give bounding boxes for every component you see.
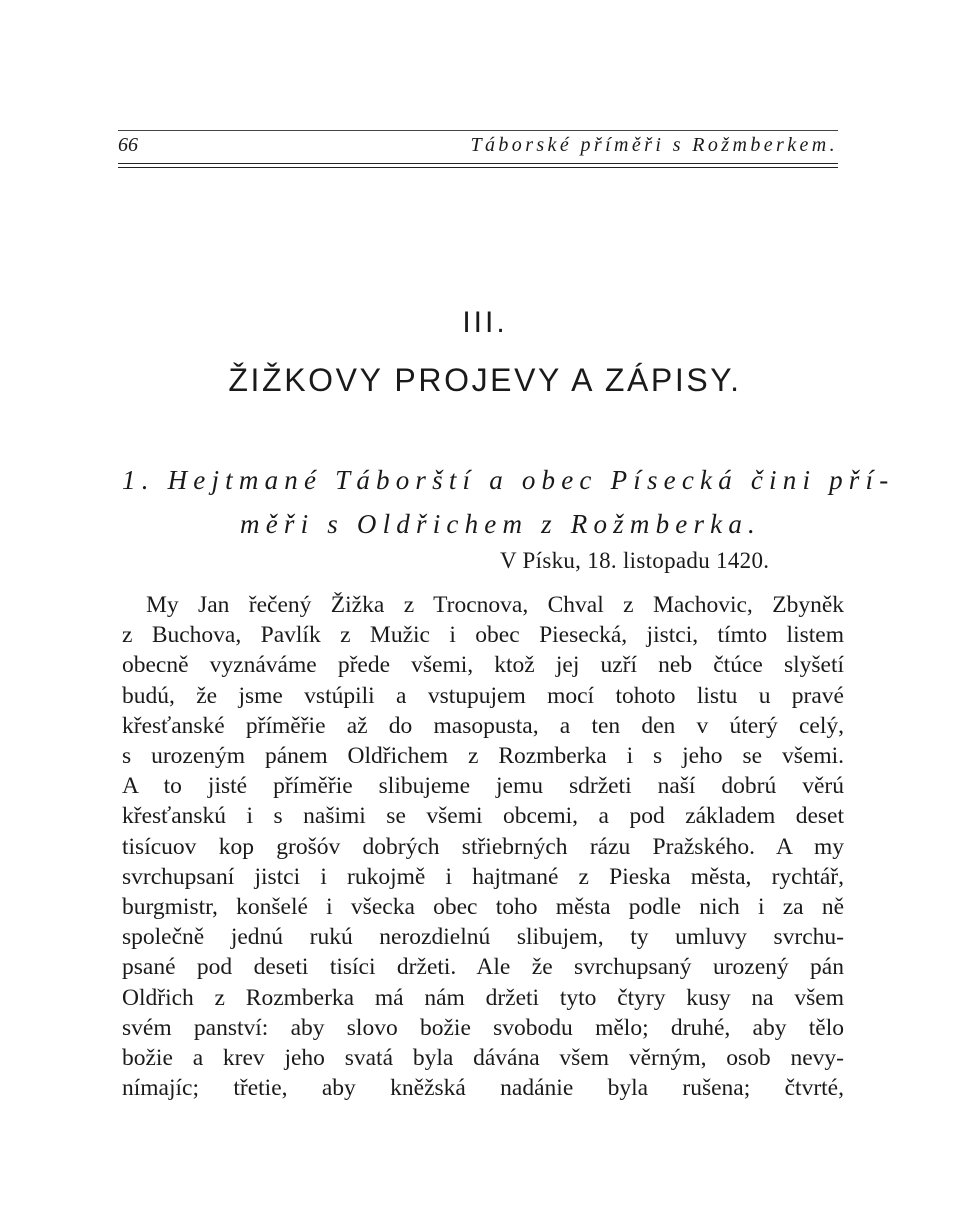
text-line: Oldřich z Rozmberka má nám držeti tyto čtyry kusy na všem <box>122 984 844 1011</box>
text-line: božie a krev jeho svatá byla dávána všem věrným, osob nevy- <box>122 1045 844 1072</box>
text-line: nímajíc; třetie, aby kněžská nadánie byla rušena; čtvrté, <box>122 1075 844 1102</box>
section-heading-line: 1. Hejtmané Táborští a obec Písecká čini pří- <box>122 465 895 495</box>
text-line: křesťanskú i s našimi se všemi obcemi, a pod základem deset <box>122 803 844 830</box>
chapter-title: ŽIŽKOVY PROJEVY A ZÁPISY. <box>228 362 742 398</box>
text-line: psané pod deseti tisíci držeti. Ale že svrchupsaný urozený pán <box>122 954 844 981</box>
running-title: Táborské příměři s Rožmberkem. <box>470 134 838 156</box>
text-line: křesťanské příměřie až do masopusta, a ten den v úterý celý, <box>122 712 844 739</box>
section-heading-line: měři s Oldřichem z Rožmberka. <box>240 509 762 539</box>
text-line: My Jan řečený Žižka z Trocnova, Chval z Machovic, Zbyněk <box>146 592 844 618</box>
text-line: svém panství: aby slovo božie svobodu mělo; druhé, aby tělo <box>122 1014 844 1041</box>
body-paragraph <box>122 590 844 1103</box>
section-heading <box>122 458 895 546</box>
page-number: 66 <box>118 134 138 156</box>
text-line: obecně vyznáváme přede všemi, ktož jej uzří neb čtúce slyšetí <box>122 652 844 679</box>
header-rule <box>118 163 838 164</box>
text-line: tisícuov kop grošóv dobrých střiebrných rázu Pražského. A my <box>122 833 844 860</box>
header-rule-double <box>118 167 838 168</box>
running-header <box>118 130 838 166</box>
text-line: burgmistr, konšelé i všecka obec toho města podle nich i za ně <box>122 894 844 921</box>
text-line: z Buchova, Pavlík z Mužic i obec Piesecká, jistci, tímto listem <box>122 622 844 649</box>
text-line: společně jednú rukú nerozdielnú slibujem, ty umluvy svrchu- <box>122 924 844 951</box>
header-top-rule <box>118 130 838 131</box>
text-line: A to jisté příměřie slibujeme jemu sdržeti naší dobrú věrú <box>122 773 844 800</box>
text-line: s urozeným pánem Oldřichem z Rozmberka i s jeho se všemi. <box>122 743 844 770</box>
chapter-number: III. <box>462 306 508 339</box>
place-date-line: V Písku, 18. listopadu 1420. <box>500 548 770 573</box>
text-line: svrchupsaní jistci i rukojmě i hajtmané z Pieska města, rychtář, <box>122 863 844 890</box>
text-line: budú, že jsme vstúpili a vstupujem mocí tohoto listu u pravé <box>122 682 844 709</box>
